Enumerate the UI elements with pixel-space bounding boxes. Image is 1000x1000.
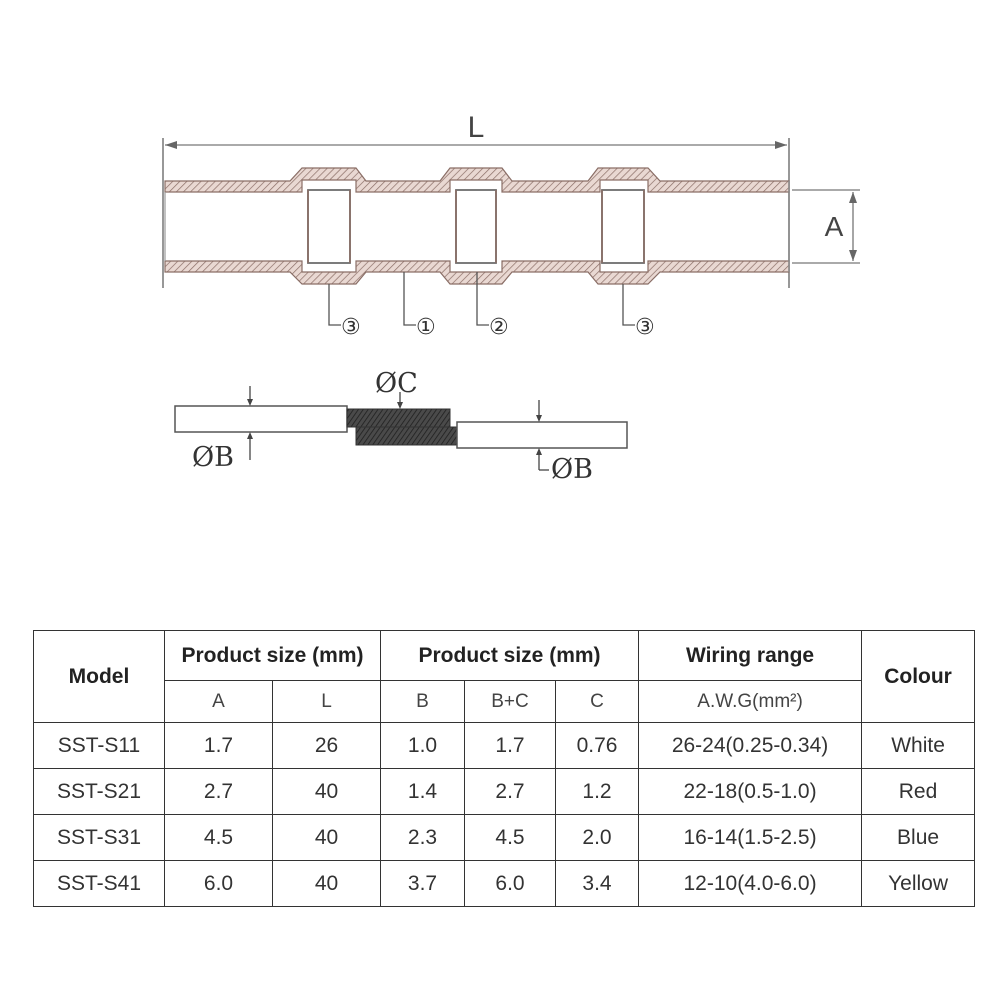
cell-b: 3.7 bbox=[381, 861, 465, 907]
header-product-size-2: Product size (mm) bbox=[381, 631, 639, 681]
cell-model: SST-S11 bbox=[34, 723, 165, 769]
cell-colour: Red bbox=[862, 769, 975, 815]
cell-b: 2.3 bbox=[381, 815, 465, 861]
table-row bbox=[34, 769, 975, 815]
callout-tube: ① bbox=[416, 315, 436, 340]
cell-colour: Blue bbox=[862, 815, 975, 861]
cell-l: 40 bbox=[273, 815, 381, 861]
cell-model: SST-S31 bbox=[34, 815, 165, 861]
cell-c: 0.76 bbox=[556, 723, 639, 769]
cell-a: 4.5 bbox=[165, 815, 273, 861]
cell-awg: 16-14(1.5-2.5) bbox=[639, 815, 862, 861]
cell-colour: White bbox=[862, 723, 975, 769]
callout-seal-ring-right: ③ bbox=[635, 315, 655, 340]
cell-awg: 22-18(0.5-1.0) bbox=[639, 769, 862, 815]
cell-c: 2.0 bbox=[556, 815, 639, 861]
subheader-b: B bbox=[381, 681, 465, 723]
subheader-c: C bbox=[556, 681, 639, 723]
cell-a: 1.7 bbox=[165, 723, 273, 769]
cell-awg: 12-10(4.0-6.0) bbox=[639, 861, 862, 907]
cell-awg: 26-24(0.25-0.34) bbox=[639, 723, 862, 769]
subheader-l: L bbox=[273, 681, 381, 723]
wire-diameter-b-left: ØB bbox=[192, 442, 234, 473]
cell-model: SST-S41 bbox=[34, 861, 165, 907]
cell-a: 2.7 bbox=[165, 769, 273, 815]
subheader-b-plus-c: B+C bbox=[465, 681, 556, 723]
subheader-a: A bbox=[165, 681, 273, 723]
cell-colour: Yellow bbox=[862, 861, 975, 907]
diameter-label: A bbox=[824, 211, 844, 242]
header-wiring-range: Wiring range bbox=[639, 631, 862, 681]
diameter-dimension bbox=[792, 190, 860, 263]
table-row bbox=[34, 815, 975, 861]
header-product-size-1: Product size (mm) bbox=[165, 631, 381, 681]
cell-c: 1.2 bbox=[556, 769, 639, 815]
header-model: Model bbox=[34, 631, 165, 723]
cell-a: 6.0 bbox=[165, 861, 273, 907]
subheader-awg: A.W.G(mm²) bbox=[639, 681, 862, 723]
length-label: L bbox=[467, 111, 485, 144]
header-colour: Colour bbox=[862, 631, 975, 723]
spec-table bbox=[33, 630, 975, 907]
cell-b-plus-c: 4.5 bbox=[465, 815, 556, 861]
cell-b-plus-c: 6.0 bbox=[465, 861, 556, 907]
table-row bbox=[34, 861, 975, 907]
wire-diameter-c: ØC bbox=[375, 368, 418, 399]
cell-b-plus-c: 1.7 bbox=[465, 723, 556, 769]
table-row bbox=[34, 723, 975, 769]
cell-l: 26 bbox=[273, 723, 381, 769]
wire-diameter-b-right: ØB bbox=[551, 454, 593, 485]
seal-rings bbox=[308, 190, 644, 263]
callout-solder-ring: ② bbox=[489, 315, 509, 340]
cell-l: 40 bbox=[273, 861, 381, 907]
table-subheader-row bbox=[34, 681, 975, 723]
cell-b: 1.4 bbox=[381, 769, 465, 815]
callout-seal-ring-left: ③ bbox=[341, 315, 361, 340]
table-header-row bbox=[34, 631, 975, 681]
cell-b: 1.0 bbox=[381, 723, 465, 769]
cell-b-plus-c: 2.7 bbox=[465, 769, 556, 815]
cell-model: SST-S21 bbox=[34, 769, 165, 815]
cell-c: 3.4 bbox=[556, 861, 639, 907]
cell-l: 40 bbox=[273, 769, 381, 815]
